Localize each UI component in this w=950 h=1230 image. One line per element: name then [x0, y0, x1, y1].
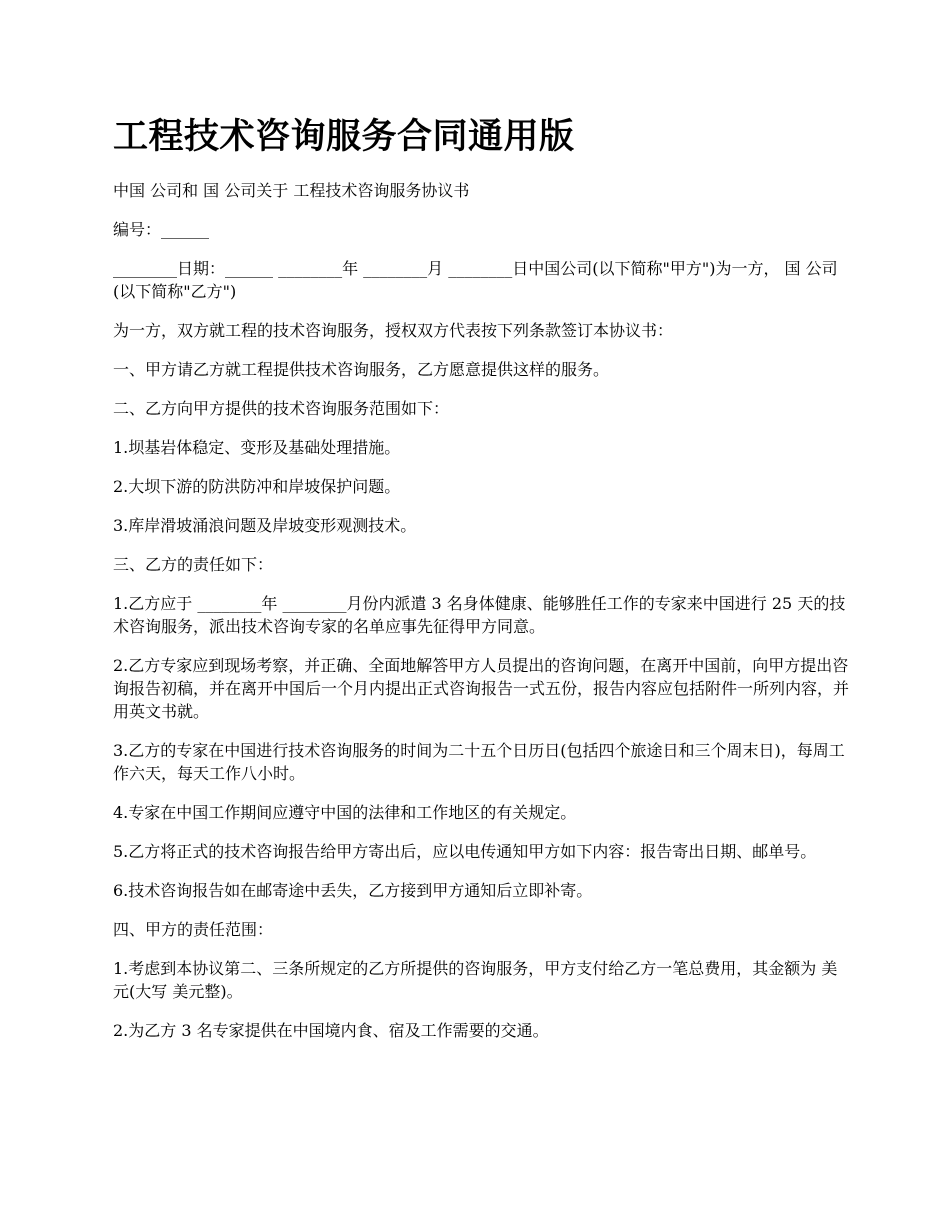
clause-2-item-3: 3.库岸滑坡涌浪问题及岸坡变形观测技术。 — [113, 516, 417, 535]
clause-3-item-1: 1.乙方应于 ________年 ________月份内派遣 3 名身体健康、能够胜任工作的专家来中国进行 25 天的技术咨询服务，派出技术咨询专家的名单应事先征得甲方同意。 — [113, 594, 846, 636]
clause-3-item-6: 6.技术咨询报告如在邮寄途中丢失，乙方接到甲方通知后立即补寄。 — [113, 881, 593, 900]
clause-1: 一、甲方请乙方就工程提供技术咨询服务，乙方愿意提供这样的服务。 — [113, 360, 610, 379]
clause-4-item-1: 1.考虑到本协议第二、三条所规定的乙方所提供的咨询服务，甲方支付给乙方一笔总费用，其金额为 美元(大写 美元整)。 — [113, 959, 838, 1001]
contract-preamble: 为一方，双方就工程的技术咨询服务，授权双方代表按下列条款签订本协议书： — [113, 321, 674, 340]
clause-4-heading: 四、甲方的责任范围： — [113, 920, 274, 939]
contract-date-parties-line: ________日期：______ ________年 ________月 ________日中国公司(以下简称"甲方")为一方， 国 公司(以下简称"乙方") — [113, 259, 838, 301]
clause-2-heading: 二、乙方向甲方提供的技术咨询服务范围如下： — [113, 399, 450, 418]
clause-2-item-1: 1.坝基岩体稳定、变形及基础处理措施。 — [113, 438, 401, 457]
clause-3-item-4: 4.专家在中国工作期间应遵守中国的法律和工作地区的有关规定。 — [113, 803, 577, 822]
document-page — [113, 108, 853, 1058]
clause-3-heading: 三、乙方的责任如下： — [113, 555, 274, 574]
contract-number-line: 编号：______ — [113, 220, 210, 239]
contract-heading-line: 中国 公司和 国 公司关于 工程技术咨询服务协议书 — [113, 181, 470, 200]
clause-2-item-2: 2.大坝下游的防洪防冲和岸坡保护问题。 — [113, 477, 401, 496]
clause-3-item-3: 3.乙方的专家在中国进行技术咨询服务的时间为二十五个日历日(包括四个旅途日和三个周末日)，每周工作六天，每天工作八小时。 — [113, 741, 845, 783]
clause-4-item-2: 2.为乙方 3 名专家提供在中国境内食、宿及工作需要的交通。 — [113, 1021, 549, 1040]
clause-3-item-5: 5.乙方将正式的技术咨询报告给甲方寄出后，应以电传通知甲方如下内容：报告寄出日期、邮单号。 — [113, 842, 817, 861]
document-title: 工程技术咨询服务合同通用版 — [113, 116, 575, 157]
clause-3-item-2: 2.乙方专家应到现场考察，并正确、全面地解答甲方人员提出的咨询问题，在离开中国前，向甲方提出咨询报告初稿，并在离开中国后一个月内提出正式咨询报告一式五份，报告内容应包括附件一所列内容，并用英文书就。 — [113, 656, 850, 721]
